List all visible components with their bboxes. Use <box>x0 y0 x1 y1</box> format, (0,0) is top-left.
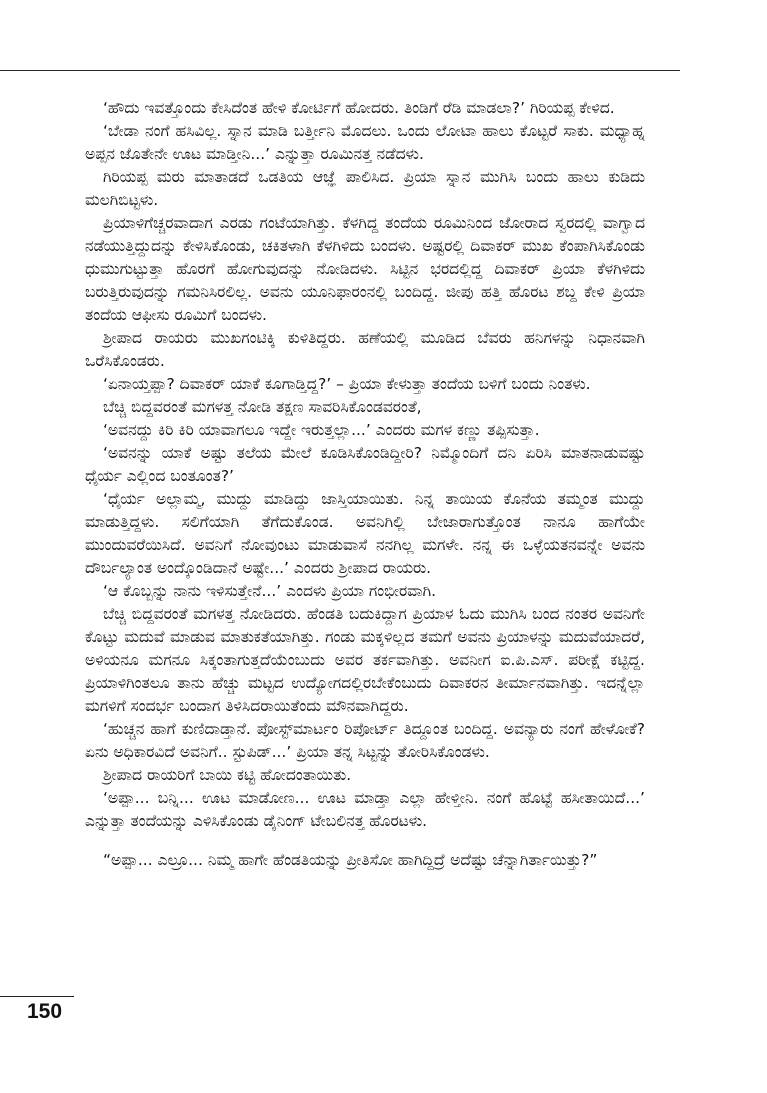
paragraph: ‘ಹೌದು ಇವತ್ತೊಂದು ಕೇಸಿದೆಂತ ಹೇಳಿ ಕೋರ್ಟಿಗೆ ಹೋದರು. ತಿಂಡಿಗೆ ರೆಡಿ ಮಾಡಲಾ?’ ಗಿರಿಯಪ್ಪ ಕೇಳಿದ. <box>103 99 615 117</box>
body-text <box>85 97 645 872</box>
paragraph: “ಅಪ್ಪಾ... ಎಲ್ರೂ... ನಿಮ್ಮ ಹಾಗೇ ಹೆಂಡತಿಯನ್ನು ಪ್ರೀತಿಸೋ ಹಾಗಿದ್ದಿದ್ರೆ ಅದೆಷ್ಟು ಚೆನ್ನಾಗಿರ್ತಾಯಿತ್ತು?” <box>103 851 598 869</box>
paragraph: ‘ಹುಚ್ಚನ ಹಾಗೆ ಕುಣಿದಾಡ್ತಾನೆ. ಪೋಸ್ಟ್‌ಮಾರ್ಟಂ ರಿಪೋರ್ಟ್ ತಿದ್ದೂಂತ ಬಂದಿದ್ದ. ಅವನ್ಯಾರು ನಂಗೆ ಹೇಳೋಕೆ? ಏನು ಅಧಿಕಾರವಿದೆ ಅವನಿಗೆ.. ಸ್ಟುಪಿಡ್...’ ಪ್ರಿಯಾ ತನ್ನ ಸಿಟ್ಟನ್ನು ತೋರಿಸಿಕೊಂಡಳು. <box>85 720 645 761</box>
bottom-rule <box>0 996 74 997</box>
paragraph: ‘ಅವನದ್ದು ಕಿರಿ ಕಿರಿ ಯಾವಾಗಲೂ ಇದ್ದೇ ಇರುತ್ತಲ್ಲಾ...’ ಎಂದರು ಮಗಳ ಕಣ್ಣು ತಪ್ಪಿಸುತ್ತಾ. <box>103 421 540 439</box>
paragraph: ‘ಅವನನ್ನು ಯಾಕೆ ಅಷ್ಟು ತಲೆಯ ಮೇಲೆ ಕೂಡಿಸಿಕೊಂಡಿದ್ದೀರಿ? ನಿಮ್ಮೊಂದಿಗೆ ದನಿ ಏರಿಸಿ ಮಾತನಾಡುವಷ್ಟು ಧೈರ್ಯ ಎಲ್ಲಿಂದ ಬಂತೂಂತ?’ <box>85 444 645 485</box>
paragraph: ಶ್ರೀಪಾದ ರಾಯರು ಮುಖಗಂಟಿಕ್ಕಿ ಕುಳಿತಿದ್ದರು. ಹಣೆಯಲ್ಲಿ ಮೂಡಿದ ಬೆವರು ಹನಿಗಳನ್ನು ನಿಧಾನವಾಗಿ ಒರೆಸಿಕೊಂಡರು. <box>85 329 645 370</box>
paragraph: ‘ಬೇಡಾ ನಂಗೆ ಹಸಿವಿಲ್ಲ. ಸ್ನಾನ ಮಾಡಿ ಬರ್ತ್ತೀನಿ ಮೊದಲು. ಒಂದು ಲೋಟಾ ಹಾಲು ಕೊಟ್ಟರೆ ಸಾಕು. ಮಧ್ಯಾಹ್ನ ಅಪ್ಪನ ಜೊತೇನೇ ಊಟ ಮಾಡ್ತೀನಿ...’ ಎನ್ನುತ್ತಾ ರೂಮಿನತ್ತ ನಡೆದಳು. <box>85 122 645 163</box>
paragraph: ಪ್ರಿಯಾಳಿಗೆಚ್ಚರವಾದಾಗ ಎರಡು ಗಂಟೆಯಾಗಿತ್ತು. ಕೆಳಗಿದ್ದ ತಂದೆಯ ರೂಮಿನಿಂದ ಜೋರಾದ ಸ್ವರದಲ್ಲಿ ವಾಗ್ವಾದ ನಡೆಯುತ್ತಿದ್ದುದನ್ನು ಕೇಳಿಸಿಕೊಂಡು, ಚಕಿತಳಾಗಿ ಕೆಳಗಿಳಿದು ಬಂದಳು. ಅಷ್ಟರಲ್ಲಿ ದಿವಾಕರ್ ಮುಖ ಕೆಂಪಾಗಿಸಿಕೊಂಡು ಧುಮುಗುಟ್ಟುತ್ತಾ ಹೊರಗೆ ಹೋಗುವುದನ್ನು ನೋಡಿದಳು. ಸಿಟ್ಟಿನ ಭರದಲ್ಲಿದ್ದ ದಿವಾಕರ್ ಪ್ರಿಯಾ ಕೆಳಗಿಳಿದು ಬರುತ್ತಿರುವುದನ್ನು ಗಮನಿಸಿರಲಿಲ್ಲ. ಅವನು ಯೂನಿಫಾರಂನಲ್ಲಿ ಬಂದಿದ್ದ. ಜೀಪು ಹತ್ತಿ ಹೊರಟ ಶಬ್ದ ಕೇಳಿ ಪ್ರಿಯಾ ತಂದೆಯ ಆಫೀಸು ರೂಮಿಗೆ ಬಂದಳು. <box>85 214 645 324</box>
paragraph: ‘ಏನಾಯ್ತಪ್ಪಾ? ದಿವಾಕರ್ ಯಾಕೆ ಕೂಗಾಡ್ತಿದ್ದ?’ – ಪ್ರಿಯಾ ಕೇಳುತ್ತಾ ತಂದೆಯ ಬಳಿಗೆ ಬಂದು ನಿಂತಳು. <box>103 375 591 393</box>
paragraph: ಬೆಚ್ಚಿ ಬಿದ್ದವರಂತೆ ಮಗಳತ್ತ ನೋಡಿದರು. ಹೆಂಡತಿ ಬದುಕಿದ್ದಾಗ ಪ್ರಿಯಾಳ ಓದು ಮುಗಿಸಿ ಬಂದ ನಂತರ ಅವನಿಗೇ ಕೊಟ್ಟು ಮದುವೆ ಮಾಡುವ ಮಾತುಕತೆಯಾಗಿತ್ತು. ಗಂಡು ಮಕ್ಕಳಿಲ್ಲದ ತಮಗೆ ಅವನು ಪ್ರಿಯಾಳನ್ನು ಮದುವೆಯಾದರೆ, ಅಳಿಯನೂ ಮಗನೂ ಸಿಕ್ಕಂತಾಗುತ್ತದೆಯೆಂಬುದು ಅವರ ತರ್ಕವಾಗಿತ್ತು. ಅವನೀಗ ಐ.ಪಿ.ಎಸ್. ಪರೀಕ್ಷೆ ಕಟ್ಟಿದ್ದ. ಪ್ರಿಯಾಳಿಗಿಂತಲೂ ತಾನು ಹೆಚ್ಚು ಮಟ್ಟದ ಉದ್ಯೋಗದಲ್ಲಿರಬೇಕೆಂಬುದು ದಿವಾಕರನ ತೀರ್ಮಾನವಾಗಿತ್ತು. ಇದನ್ನೆಲ್ಲಾ ಮಗಳಿಗೆ ಸಂದರ್ಭ ಬಂದಾಗ ತಿಳಿಸಿದರಾಯಿತೆಂದು ಮೌನವಾಗಿದ್ದರು. <box>85 605 645 715</box>
paragraph: ‘ಅಪ್ಪಾ... ಬನ್ನಿ... ಊಟ ಮಾಡೋಣ... ಊಟ ಮಾಡ್ತಾ ಎಲ್ಲಾ ಹೇಳ್ತೀನಿ. ನಂಗೆ ಹೊಟ್ಟೆ ಹಸೀತಾಯಿದೆ...’ ಎನ್ನುತ್ತಾ ತಂದೆಯನ್ನು ಎಳಿಸಿಕೊಂಡು ಡೈನಿಂಗ್ ಟೇಬಲಿನತ್ತ ಹೊರಟಳು. <box>85 789 645 830</box>
paragraph: ‘ಆ ಕೊಬ್ಬನ್ನು ನಾನು ಇಳಿಸುತ್ತೇನೆ...’ ಎಂದಳು ಪ್ರಿಯಾ ಗಂಭೀರವಾಗಿ. <box>103 582 437 600</box>
paragraph: ಬೆಚ್ಚಿ ಬಿದ್ದವರಂತೆ ಮಗಳತ್ತ ನೋಡಿ ತಕ್ಷಣ ಸಾವರಿಸಿಕೊಂಡವರಂತೆ, <box>103 398 422 416</box>
paragraph: ‘ಧೈರ್ಯ ಅಲ್ಲಾಮ್ಮ, ಮುದ್ದು ಮಾಡಿದ್ದು ಜಾಸ್ತಿಯಾಯಿತು. ನಿನ್ನ ತಾಯಿಯ ಕೊನೆಯ ತಮ್ಮಂತ ಮುದ್ದು ಮಾಡುತ್ತಿದ್ದಳು. ಸಲಿಗೆಯಾಗಿ ತೆಗೆದುಕೊಂಡ. ಅವನಿಗಿಲ್ಲಿ ಬೇಜಾರಾಗುತ್ತೊಂತ ನಾನೂ ಹಾಗೆಯೇ ಮುಂದುವರೆಯಿಸಿದೆ. ಅವನಿಗೆ ನೋವುಂಟು ಮಾಡುವಾಸೆ ನನಗಿಲ್ಲ ಮಗಳೇ. ನನ್ನ ಈ ಒಳ್ಳೆಯತನವನ್ನೇ ಅವನು ದೌರ್ಬಲ್ಯಾಂತ ಅಂದ್ಕೊಂಡಿದಾನೆ ಅಷ್ಟೇ...’ ಎಂದರು ಶ್ರೀಪಾದ ರಾಯರು. <box>85 490 645 577</box>
paragraph: ಗಿರಿಯಪ್ಪ ಮರು ಮಾತಾಡದೆ ಒಡತಿಯ ಆಜ್ಞೆ ಪಾಲಿಸಿದ. ಪ್ರಿಯಾ ಸ್ನಾನ ಮುಗಿಸಿ ಬಂದು ಹಾಲು ಕುಡಿದು ಮಲಗಿಬಿಟ್ಟಳು. <box>85 168 645 209</box>
page-number: 150 <box>27 1000 63 1023</box>
top-rule <box>0 70 680 71</box>
paragraph: ಶ್ರೀಪಾದ ರಾಯರಿಗೆ ಬಾಯಿ ಕಟ್ಟಿ ಹೋದಂತಾಯಿತು. <box>103 766 352 784</box>
